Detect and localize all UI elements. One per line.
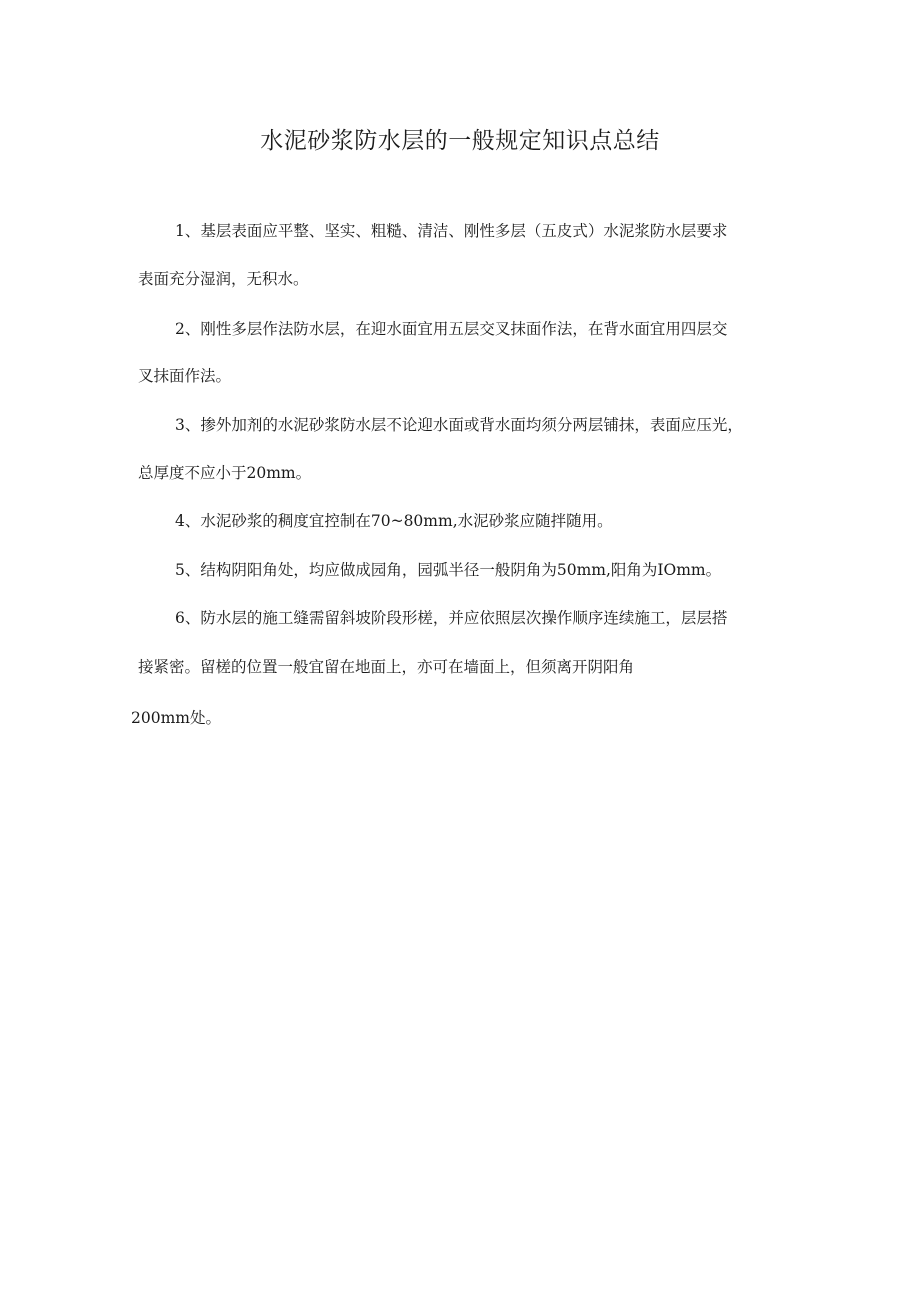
paragraph-6-line-2: 接紧密。留槎的位置一般宜留在地面上，亦可在墙面上，但须离开阴阳角 (138, 658, 635, 676)
paragraph-2-line-2: 叉抹面作法。 (138, 367, 232, 385)
paragraph-1-line-1: 1、基层表面应平整、坚实、粗糙、清洁、刚性多层（五皮式）水泥浆防水层要求 (175, 222, 728, 240)
paragraph-6-line-3: 200mm处。 (131, 709, 221, 727)
paragraph-1-line-2: 表面充分湿润，无积水。 (138, 270, 309, 288)
paragraph-3-line-2: 总厚度不应小于20mm。 (138, 464, 312, 482)
paragraph-4: 4、水泥砂浆的稠度宜控制在70~80mm,水泥砂浆应随拌随用。 (175, 512, 613, 530)
paragraph-3-line-1: 3、掺外加剂的水泥砂浆防水层不论迎水面或背水面均须分两层铺抹，表面应压光， (175, 416, 743, 434)
paragraph-6-line-1: 6、防水层的施工缝需留斜坡阶段形槎，并应依照层次操作顺序连续施工，层层搭 (175, 609, 728, 627)
paragraph-5: 5、结构阴阳角处，均应做成园角，园弧半径一般阴角为50mm,阳角为IOmm。 (175, 561, 722, 579)
paragraph-2-line-1: 2、刚性多层作法防水层，在迎水面宜用五层交叉抹面作法，在背水面宜用四层交 (175, 320, 728, 338)
document-title: 水泥砂浆防水层的一般规定知识点总结 (260, 128, 660, 154)
